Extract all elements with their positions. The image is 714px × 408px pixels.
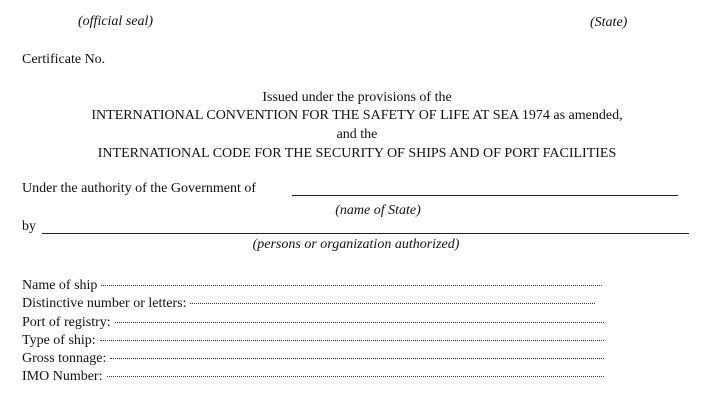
issued-line-3: and the [336,127,378,142]
gross-tonnage-fill-line[interactable] [110,357,604,359]
certificate-number-label: Certificate No. [22,52,106,67]
authority-label: Under the authority of the Government of [22,181,257,196]
field-label: Gross tonnage: [22,351,107,366]
authorized-organization-caption: (persons or organization authorized) [252,237,460,252]
field-imo-number [22,368,604,386]
issued-line-2: INTERNATIONAL CONVENTION FOR THE SAFETY OF LIFE AT SEA 1974 as amended, [91,108,623,123]
field-label: IMO Number: [22,369,103,384]
name-of-ship-fill-line[interactable] [101,284,602,286]
field-label: Name of ship [22,278,98,293]
field-label: Distinctive number or letters: [22,296,187,311]
field-type-of-ship [22,332,604,350]
government-name-line[interactable] [292,195,678,196]
by-label: by [22,219,36,234]
port-of-registry-fill-line[interactable] [115,321,604,323]
state-label: (State) [590,15,628,30]
field-label: Type of ship: [22,333,96,348]
authorized-organization-line[interactable] [42,233,689,234]
issued-line-1: Issued under the provisions of the [262,90,452,105]
imo-number-fill-line[interactable] [107,375,605,377]
field-name-of-ship [22,277,602,295]
field-label: Port of registry: [22,315,111,330]
field-gross-tonnage [22,350,604,368]
issued-line-4: INTERNATIONAL CODE FOR THE SECURITY OF SHIPS AND OF PORT FACILITIES [97,146,617,161]
name-of-state-caption: (name of State) [335,203,421,218]
official-seal-label: (official seal) [78,14,154,29]
field-port-of-registry [22,314,604,332]
type-of-ship-fill-line[interactable] [100,339,604,341]
distinctive-number-fill-line[interactable] [190,302,595,304]
field-distinctive-number [22,295,595,313]
